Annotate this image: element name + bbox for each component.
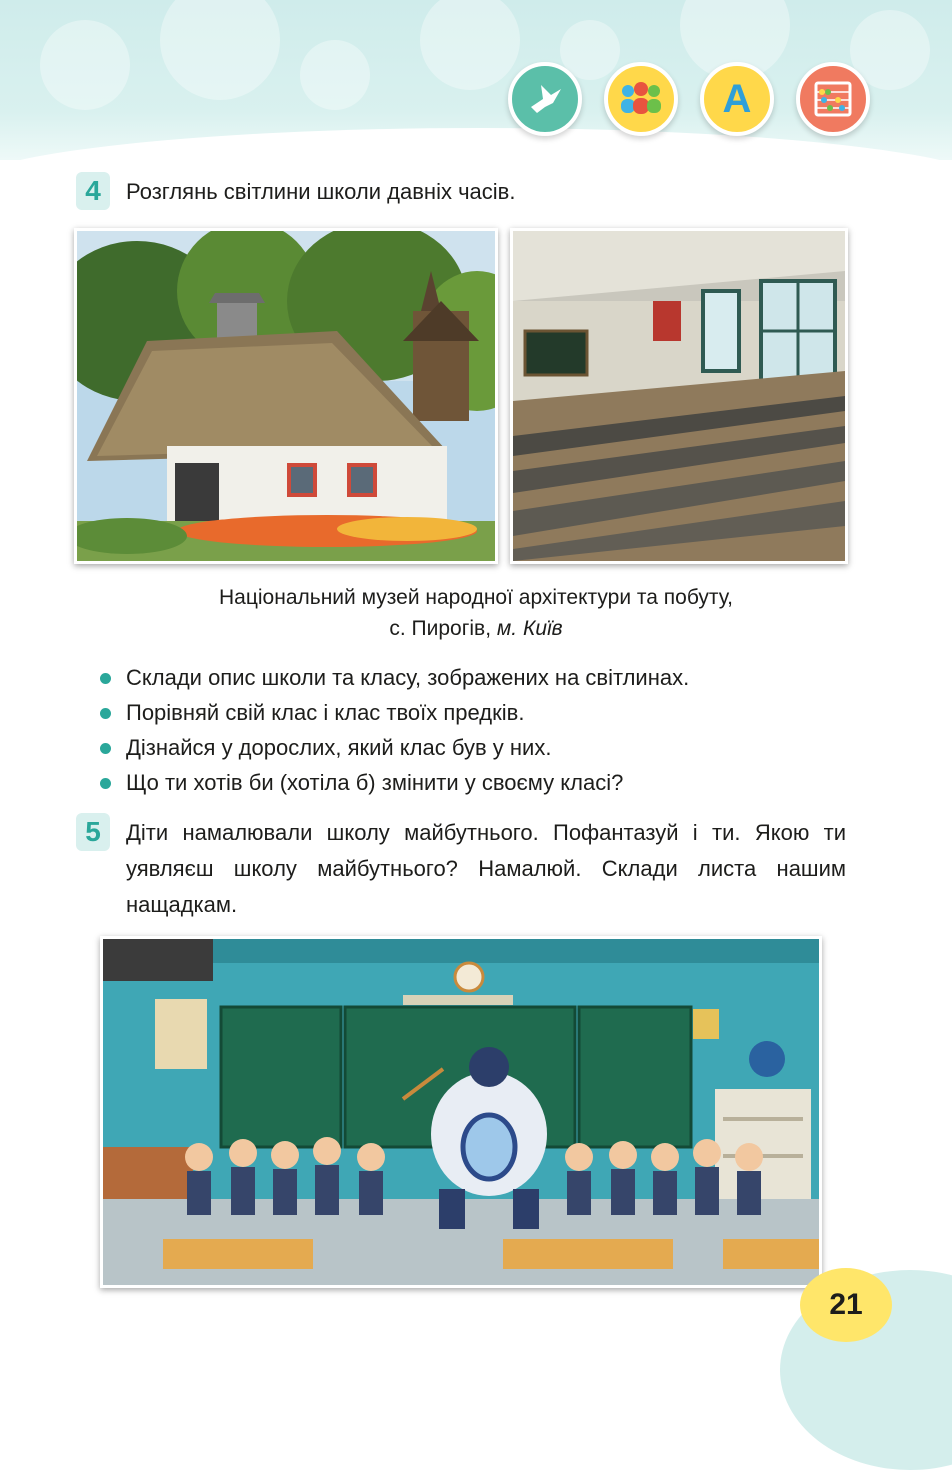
caption-village: с. Пирогів, xyxy=(389,617,497,640)
list-item xyxy=(98,730,689,765)
page-number: 21 xyxy=(800,1268,892,1342)
list-item-text: Порівняй свій клас і клас твоїх предків. xyxy=(126,700,525,725)
task-4-number: 4 xyxy=(76,172,110,210)
list-item-text: Що ти хотів би (хотіла б) змінити у своєму класі? xyxy=(126,770,624,795)
list-item-text: Склади опис школи та класу, зображених на світлинах. xyxy=(126,665,690,690)
list-item xyxy=(98,695,689,730)
letter-a: A xyxy=(722,76,752,121)
list-item xyxy=(98,765,689,800)
bullet-dot xyxy=(100,708,111,719)
letter-a-icon xyxy=(700,62,774,136)
list-item xyxy=(98,660,689,695)
caption-city: м. Київ xyxy=(496,617,563,640)
abacus-icon xyxy=(796,62,870,136)
list-item-text: Дізнайся у дорослих, який клас був у них. xyxy=(126,735,552,760)
bullet-dot xyxy=(100,778,111,789)
old-classroom-photo xyxy=(510,228,848,564)
people-icon xyxy=(604,62,678,136)
bullet-dot xyxy=(100,673,111,684)
photo-caption-line-1: Національний музей народної архітектури та побуту, xyxy=(219,586,733,609)
task-5-text: Діти намалювали школу майбутнього. Пофантазуй і ти. Якою ти уявляєш школу майбутнього? Намалюй. Склади листа нашим нащадкам. xyxy=(126,820,846,917)
task-5-number: 5 xyxy=(76,813,110,851)
task-4-text: Розглянь світлини школи давніх часів. xyxy=(126,179,516,204)
photo-caption-line-2 xyxy=(0,614,952,644)
school-house-photo xyxy=(74,228,498,564)
future-classroom-illustration xyxy=(100,936,822,1288)
bird-icon xyxy=(508,62,582,136)
bullet-dot xyxy=(100,743,111,754)
question-list xyxy=(98,660,689,800)
